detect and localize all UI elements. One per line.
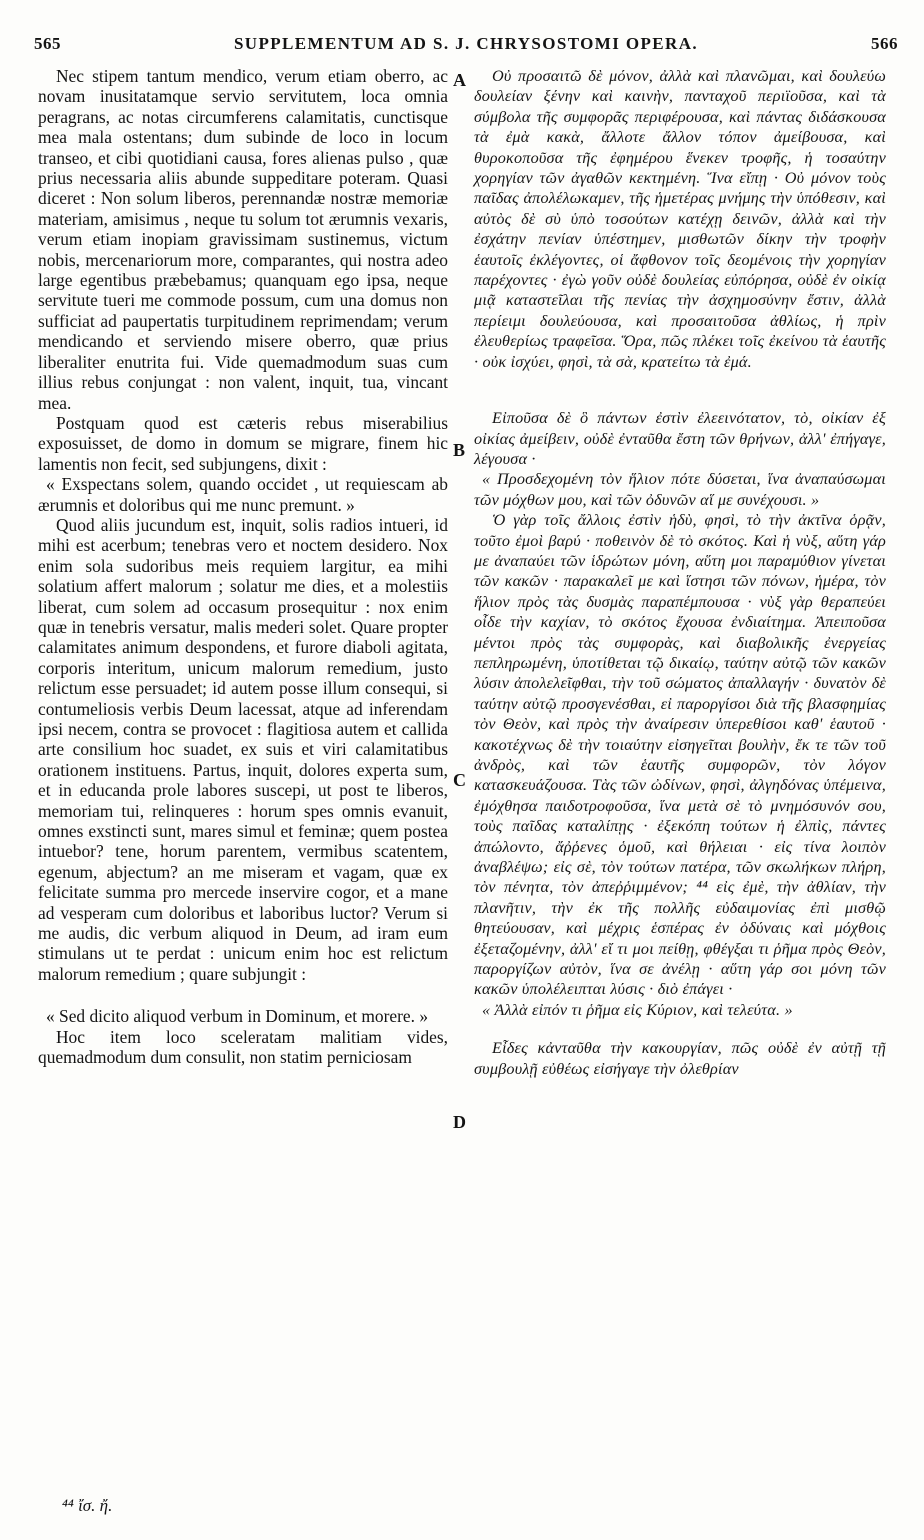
latin-quotation: « Exspectans solem, quando occidet , ut requiescam ab ærumnis et doloribus qui me nunc premunt. »	[38, 474, 448, 515]
footnote: ⁴⁴ ἴσ. ἤ.	[62, 1496, 113, 1515]
greek-paragraph: Ὁ γὰρ τοῖς ἄλλοις ἐστὶν ἡδὺ, φησὶ, τὸ τὴν ἀκτῖνα ὁρᾷν, τοῦτο ἐμοὶ βαρύ · ποθεινὸν δὲ τὸ σκότος. Καὶ ἡ νὺξ, αὕτη γάρ με ἀναπαύει τῶν ἱδρώτων μόνη, αὕτη μοι παραμύθιον γίνεται τῶν κακῶν · παρακαλεῖ με καὶ ἵστησι τῶν πόνων, ἡμέρα, τὸν ἥλιον πρὸς τὰς δυσμὰς παραπέμπουσα · νὺξ γὰρ θεραπεύει οἶδε τὴν καχίαν, τὸ σκότος ἔχουσα ἐνδιαίτημα. Ἀπειποῦσα μέντοι πρὸς τὰς συμφορὰς, καὶ διαβολικῆς ἐνεργείας πεπληρωμένη, ὑποτίθεται τῷ δικαίῳ, ταύτην αὐτῷ τῶν κακῶν λύσιν ἀπολελεῖφθαι, τὴν τοῦ σώματος ἀπαλλαγήν · δυνατὸν δὲ ταύτην αὐτῷ προσγενέσθαι, εἰ παροργίσοι διὰ τῆς βλασφημίας τὸν Θεὸν, καὶ πρὸς τὴν ἀναίρεσιν ὑπερεθίσοι καθ' ἑαυτοῦ · κακοτέχνως δὲ τὴν τοιαύτην εἰσηγεῖται βουλὴν, ἔκ τε τῶν τοῦ ἀνδρὸς, καὶ τῶν ἑαυτῆς συμφορῶν, τὸν λόγον κατασκευάζουσα. Τὰς τῶν ὠδίνων, φησὶ, ἀλγηδόνας ὑπέμεινα, ἐμόχθησα παιδοτροφοῦσα, ἵνα μετὰ σὲ τὸ μνημόσυνόν σου, τοὺς παῖδας καταλίπῃς · ἐξεκόπη τούτων ἡ ἐλπὶς, πάντες ἀπώλοντο, ἄῤῥενες ὁμοῦ, καὶ θήλειαι · εἰς τίνα λοιπὸν ἀναβλέψω; εἰς σὲ, τὸν τούτων πατέρα, τῶν σκωλήκων πλήρη, τὸν πένητα, τὸν ἀπεῤῥιμμένον; ⁴⁴ εἰς ἐμὲ, τὴν ἀθλίαν, τὴν πλανῆτιν, τὴν ἐκ τῆς πολλῆς εὐδαιμονίας ἐπὶ μισθῷ θητεύουσαν, καὶ μέχρις ἑσπέρας ἐν ὀδύναις καὶ μόχθοις ἐξεταζομένην, ἀλλ' εἴ τι μοι πείθῃ, φθέγξαι τι ῥῆμα πρὸς Θεὸν, παροργίζων αὐτὸν, ἵνα σε ἀνέλῃ · αὕτη γάρ σοι μόνη τῶν κακῶν ὑπολέλειπται λύσις · διὸ ἐπάγει ·	[474, 511, 886, 999]
latin-column	[38, 66, 448, 1068]
page-number-left: 565	[34, 34, 61, 53]
latin-paragraph: Nec stipem tantum mendico, verum etiam oberro, ac novam inusitatamque servio servitutem, loca omnia peragrans, ac notas circumferens calamitatis, cunctisque mea mala ostentans; dum subinde de loco in locum transeo, et cibi quotidiani causa, fores alienas pulso , quæ prius necessaria aliis abunde suppeditare poteram. Quasi diceret : Non solum liberos, perennandæ nostræ memoriæ materiam, amisimus , neque tu solum tot ærumnis vexaris, verum etiam inopiam gravissimam sustinemus, victum nobis, mercenariorum more, comparantes, qui nostra adeo large egentibus præbebamus; quanquam ego ipsa, neque servitute tueri me commode possum, cum una domus non sufficiat ad paupertatis turpitudinem reprimendam; verum mendicando et serviendo misere oberro, quæ prius liberaliter enutrita fui. Vide quemadmodum suas cum illius rebus conjungat : non valent, inquit, tua, vincant mea.	[38, 66, 448, 413]
greek-column	[474, 66, 886, 1079]
greek-quotation: « Ἀλλὰ εἰπόν τι ῥῆμα εἰς Κύριον, καὶ τελεύτα. »	[482, 1000, 793, 1019]
running-title: SUPPLEMENTUM AD S. J. CHRYSOSTOMI OPERA.	[233, 34, 699, 53]
latin-paragraph: Hoc item loco sceleratam malitiam vides, quemadmodum dum consulit, non statim perniciosam	[38, 1026, 448, 1068]
margin-letter-c: C	[453, 770, 466, 790]
margin-letter-b: B	[453, 440, 466, 460]
margin-letter-d: D	[453, 1112, 466, 1132]
greek-paragraph: Οὐ προσαιτῶ δὲ μόνον, ἀλλὰ καὶ πλανῶμαι, καὶ δουλεύω δουλείαν ξένην καὶ καινὴν, πανταχοῦ περιϊοῦσα, καὶ τὰ σύμβολα τῆς συμφορᾶς περιφέρουσα, καὶ πάντας διδάσκουσα τὰ ἐμὰ κακὰ, ἄλλοτε ἄλλον τόπον ἀμείβουσα, καὶ θυροκοποῦσα τῆς ἐφημέρου ἕνεκεν τροφῆς, ἡ τοσαύτην χορηγίαν τῶν ἀγαθῶν κεκτημένη. Ἵνα εἴπῃ · Οὐ μόνον τοὺς παῖδας ἀπολέλωκαμεν, τῆς ἡμετέρας μνήμης τὴν ὑπόθεσιν, καὶ αὐτὸς δὲ σὺ ὑπὸ τοσούτων κατέχῃ δεινῶν, ἀλλὰ καὶ τὴν ἐσχάτην πενίαν ὑπέστημεν, μισθωτῶν δίκην τὴν τροφὴν ἑαυτοῖς ἐκλέγοντες, οἱ ἄφθονον τοῖς δεομένοις τὴν χορηγίαν παρέχοντες · ἐγὼ γοῦν οὐδὲ δουλείας εὐπόρησα, οὐδὲ ἐν οἰκίᾳ μιᾷ καταστεῖλαι τῆς πενίας τὴν ἀσχημοσύνην ἔστιν, ἀλλὰ περίειμι δουλεύουσα, καὶ προσαιτοῦσα ἀθλίως, ἡ πρὶν ἐλευθερίως τραφεῖσα. Ὅρα, πῶς πλέκει τοῖς ἐκείνου τὰ ἑαυτῆς · οὐκ ἰσχύει, φησὶ, τὰ σὰ, κρατείτω τὰ ἐμά.	[474, 67, 886, 371]
greek-paragraph: Εἰποῦσα δὲ ὃ πάντων ἐστὶν ἐλεεινότατον, τὸ, οἰκίαν ἐξ οἰκίας ἀμείβειν, οὐδὲ ἐνταῦθα ἔστη τῶν θρήνων, ἀλλ' ἐπήγαγε, λέγουσα ·	[474, 409, 886, 468]
latin-quotation: « Sed dicito aliquod verbum in Dominum, et morere. »	[46, 1006, 429, 1027]
running-header	[34, 34, 898, 56]
margin-letter-a: A	[453, 70, 466, 90]
greek-paragraph: Εἶδες κἀνταῦθα τὴν κακουργίαν, πῶς οὐδὲ ἐν αὐτῇ τῇ συμβουλῇ εὐθέως εἰσήγαγε τὴν ὀλεθρίαν	[474, 1039, 886, 1078]
latin-paragraph: Quod aliis jucundum est, inquit, solis radios intueri, id mihi est acerbum; tenebras vero et noctem desidero. Nox enim sola sudoribus meis requiem largitur, ea mihi solatium affert malorum ; solatur me dies, et a molestiis liberat, cum solem ad occasum prosequitur : nox enim quæ in tenebris versatur, malis mederi solet. Quare propter calamitates animum despondens, et furore diaboli agitata, corporis interitum, unicum malorum remedium, justo relictum esse persuadet; id autem posse illum consequi, si contumeliosis verbis Deum lacessat, atque ad inferendam ipsi necem, contra se provocet : flagitiosa autem et callida arte consilium hoc suadet, ex suis et viri calamitatibus orationem instituens. Partus, inquit, dolores experta sum, et in educanda prole labores suscepi, ut post te liberos, memoriam tui, relinqueres : horum spes omnis evanuit, omnes exstincti sunt, mares simul et feminæ; quem postea intuebor? tene, horum parentem, vermibus scatentem, egenum, abjectum? an me miseram et vagam, quæ ex felicitate summa pro mercede inservire cogor, et a mane ad vesperam cum doloribus et laboribus luctor? Verum si me audis, dic verbum aliquod in Deum, ad iram eum stimulans ut te perdat : unicum enim hoc est relictum malorum remedium ; quare subjungit :	[38, 514, 448, 984]
page-number-right: 566	[871, 34, 898, 53]
latin-paragraph: Postquam quod est cæteris rebus miserabilius exposuisset, de domo in domum se migrare, finem hic lamentis non fecit, sed subjungens, dixit :	[38, 412, 448, 474]
greek-quotation: « Προσδεχομένη τὸν ἥλιον πότε δύσεται, ἵνα ἀναπαύσωμαι τῶν μόχθων μου, καὶ τῶν ὀδυνῶν αἵ με συνέχουσι. »	[474, 470, 886, 509]
